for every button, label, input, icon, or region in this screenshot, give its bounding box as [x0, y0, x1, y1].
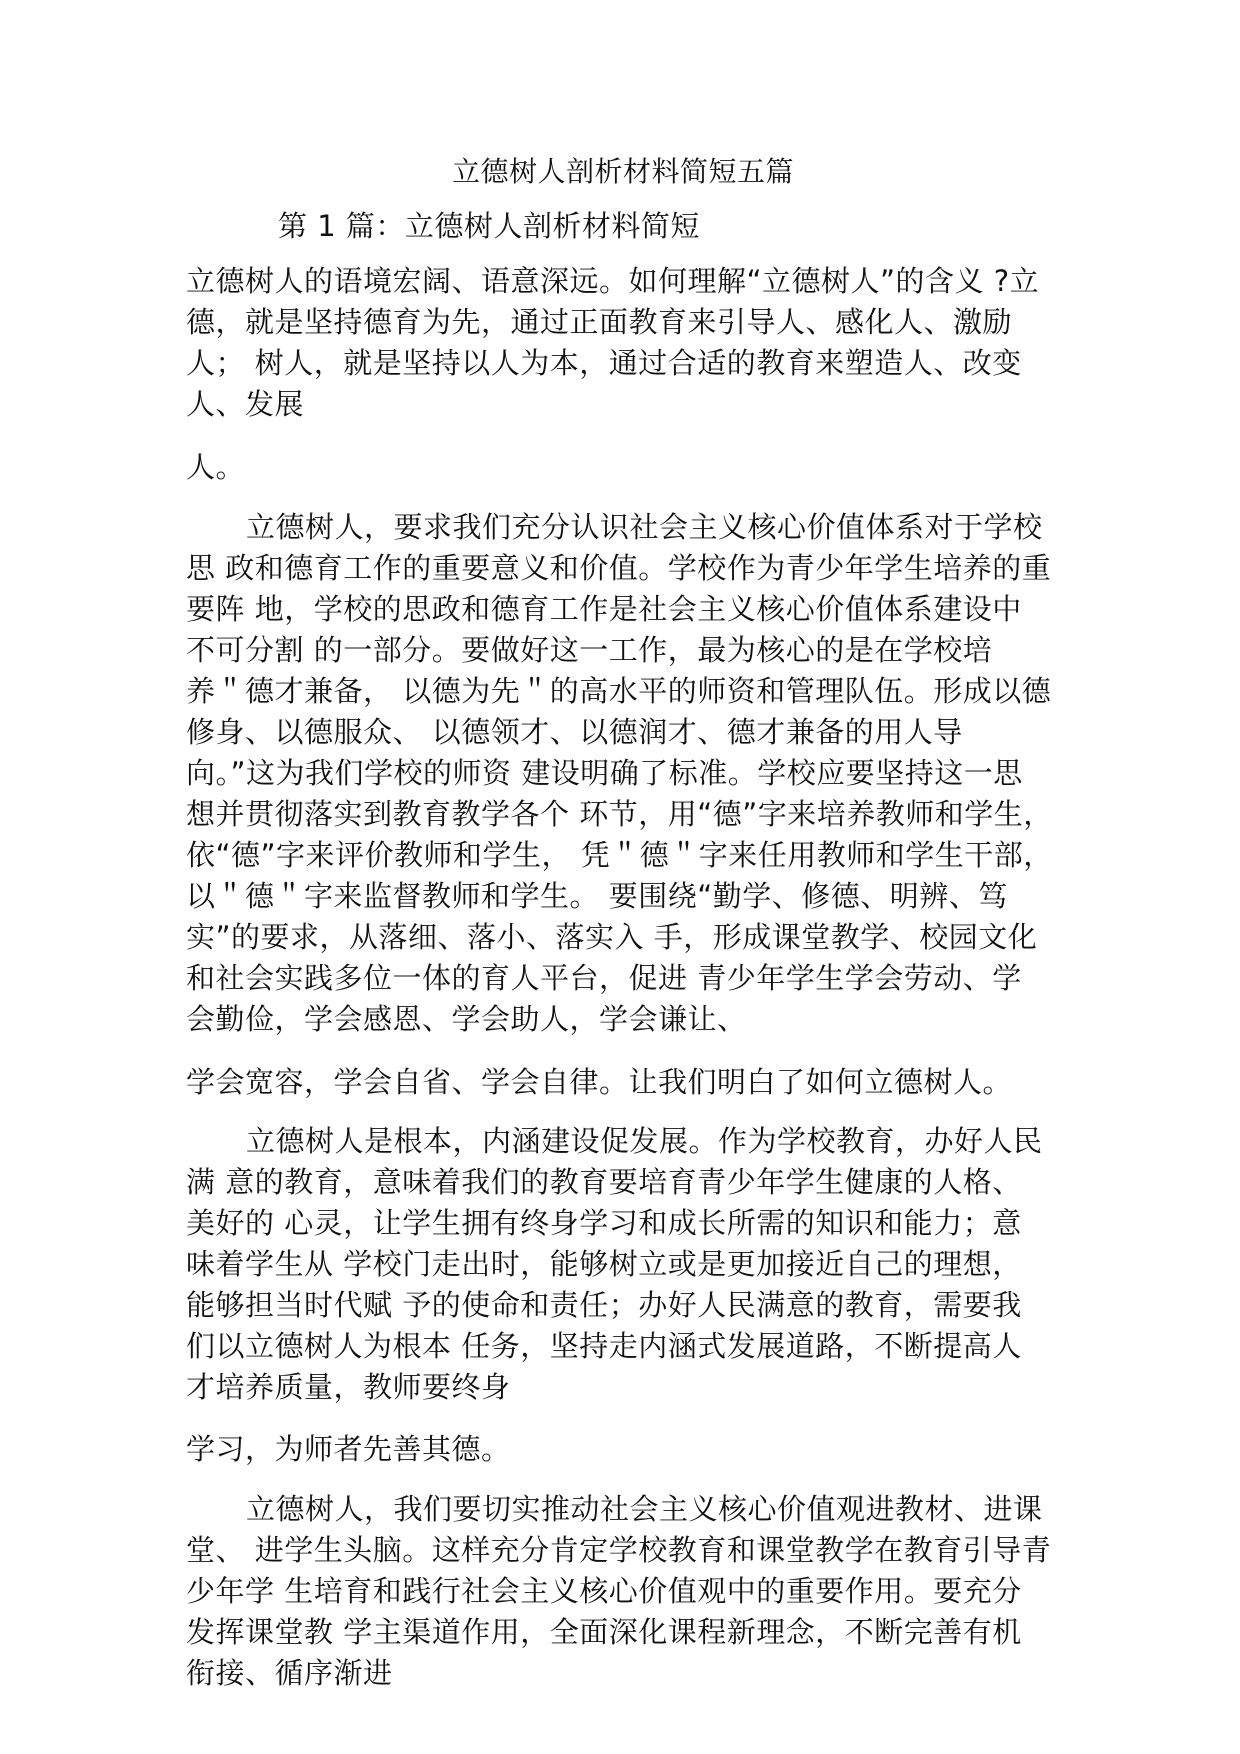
text-line: 满 意的教育，意味着我们的教育要培育青少年学生健康的人格、 [186, 1165, 1022, 1199]
text-line: 养＂德才兼备， 以德为先＂的高水平的师资和管理队伍。形成以德 [186, 674, 1052, 708]
text-line: 才培养质量，教师要终身 [186, 1370, 511, 1404]
text-line: 思 政和德育工作的重要意义和价值。学校作为青少年学生培养的重 [186, 551, 1052, 585]
text-line: 人。 [186, 450, 246, 484]
text-line: 人、发展 [186, 387, 305, 421]
text-line: 依“德”字来评价教师和学生， 凭＂德＂字来任用教师和学生干部， [186, 838, 1053, 872]
text-line: 学习，为师者先善其德。 [186, 1432, 511, 1466]
text-line: 能够担当时代赋 予的使命和责任；办好人民满意的教育，需要我 [186, 1288, 1022, 1322]
section-heading: 第 1 篇：立德树人剖析材料简短 [278, 209, 700, 243]
text-line: 衔接、循序渐进 [186, 1656, 393, 1690]
text-line: 不可分割 的一部分。要做好这一工作，最为核心的是在学校培 [186, 633, 993, 667]
text-line: 堂、 进学生头脑。这样充分肯定学校教育和课堂教学在教育引导青 [186, 1533, 1052, 1567]
text-line: 立德树人是根本，内涵建设促发展。作为学校教育，办好人民 [246, 1124, 1043, 1158]
text-line: 向。”这为我们学校的师资 建设明确了标准。学校应要坚持这一思 [186, 756, 1023, 790]
text-line: 学会宽容，学会自省、学会自律。让我们明白了如何立德树人。 [186, 1065, 1013, 1099]
text-line: 和社会实践多位一体的育人平台，促进 青少年学生学会劳动、学 [186, 961, 1022, 995]
text-line: 立德树人，我们要切实推动社会主义核心价值观进教材、进课 [246, 1492, 1043, 1526]
document-title: 立德树人剖析材料简短五篇 [452, 155, 795, 188]
text-line: 想并贯彻落实到教育教学各个 环节，用“德”字来培养教师和学生， [186, 797, 1053, 831]
text-line: 美好的 心灵，让学生拥有终身学习和成长所需的知识和能力；意 [186, 1206, 1022, 1240]
text-line: 要阵 地，学校的思政和德育工作是社会主义核心价值体系建设中 [186, 592, 1022, 626]
text-line: 会勤俭，学会感恩、学会助人，学会谦让、 [186, 1002, 747, 1036]
text-line: 以＂德＂字来监督教师和学生。 要围绕“勤学、修德、明辨、笃 [186, 879, 1008, 913]
text-line: 味着学生从 学校门走出时，能够树立或是更加接近自己的理想， [186, 1247, 1022, 1281]
text-line: 少年学 生培育和践行社会主义核心价值观中的重要作用。要充分 [186, 1574, 1022, 1608]
text-line: 德，就是坚持德育为先，通过正面教育来引导人、感化人、激励 [186, 305, 1013, 339]
text-line: 立德树人的语境宏阔、语意深远。如何理解“立德树人”的含义 ?立 [186, 264, 1040, 298]
text-line: 修身、以德服众、 以德领才、以德润才、德才兼备的用人导 [186, 715, 963, 749]
text-line: 立德树人，要求我们充分认识社会主义核心价值体系对于学校 [246, 510, 1043, 544]
text-line: 发挥课堂教 学主渠道作用，全面深化课程新理念，不断完善有机 [186, 1615, 1022, 1649]
text-line: 实”的要求，从落细、落小、落实入 手，形成课堂教学、校园文化 [186, 920, 1038, 954]
text-line: 人； 树人，就是坚持以人为本，通过合适的教育来塑造人、改变 [186, 346, 1022, 380]
text-line: 们以立德树人为根本 任务，坚持走内涵式发展道路，不断提高人 [186, 1329, 1022, 1363]
